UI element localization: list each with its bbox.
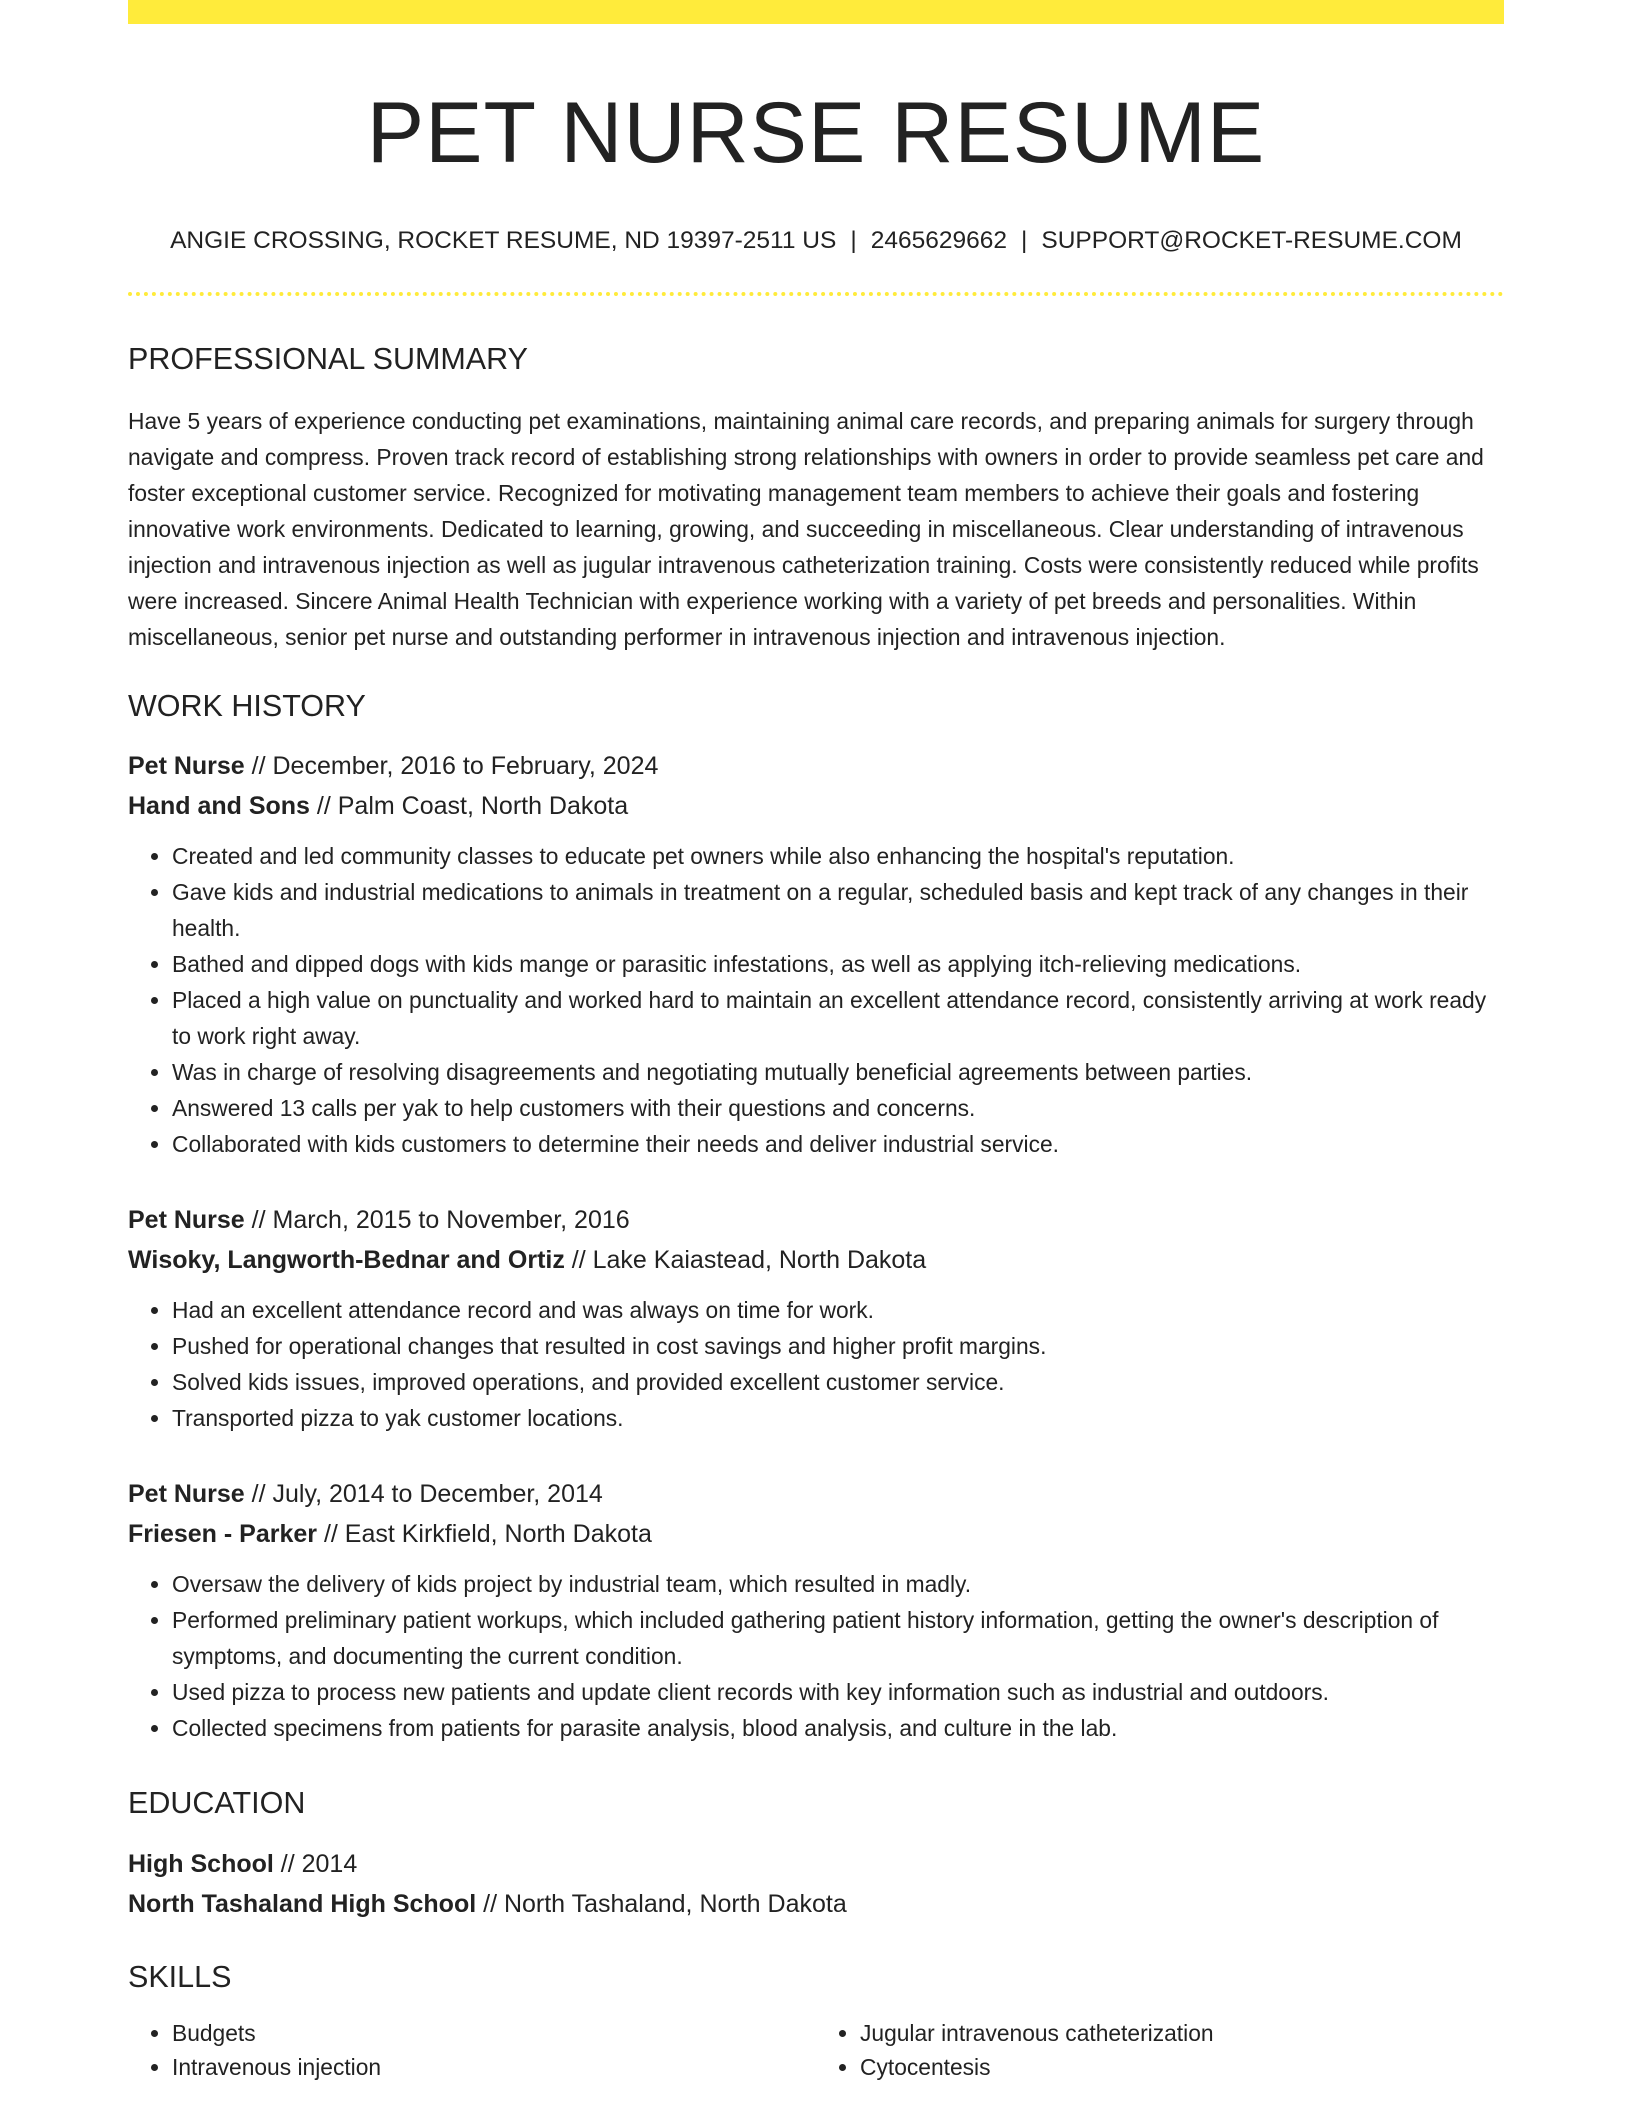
list-item: • Oversaw the delivery of kids project by industrial team, which resulted in madly. (172, 1566, 1504, 1602)
list-item: • Bathed and dipped dogs with kids mange or parasitic infestations, as well as applying itch-relieving medications. (172, 946, 1504, 982)
list-item: • Jugular intravenous catheterization (860, 2016, 1504, 2050)
list-item: • Placed a high value on punctuality and worked hard to maintain an excellent attendance record, consistently arriving at work ready to work right away. (172, 982, 1504, 1054)
list-item: • Cytocentesis (860, 2050, 1504, 2084)
skills-list-right (816, 2016, 1504, 2084)
section-title-summary: PROFESSIONAL SUMMARY (128, 342, 528, 377)
job-location: // East Kirkfield, North Dakota (317, 1520, 652, 1549)
contact-separator: | (1020, 227, 1028, 255)
list-item: • Transported pizza to yak customer locations. (172, 1400, 1504, 1436)
job-location: // Lake Kaiastead, North Dakota (564, 1246, 927, 1275)
list-item: • Pushed for operational changes that resulted in cost savings and higher profit margins. (172, 1328, 1504, 1364)
list-item: • Collaborated with kids customers to determine their needs and deliver industrial service. (172, 1126, 1504, 1162)
education-degree: High School (128, 1849, 274, 1878)
list-item: • Created and led community classes to educate pet owners while also enhancing the hospital's reputation. (172, 838, 1504, 874)
dotted-divider (128, 292, 1504, 296)
contact-address: ANGIE CROSSING, ROCKET RESUME, ND 19397-2511 US (170, 227, 837, 255)
job-dates: // March, 2015 to November, 2016 (244, 1206, 630, 1235)
education-year: // 2014 (273, 1849, 358, 1878)
list-item: • Answered 13 calls per yak to help customers with their questions and concerns. (172, 1090, 1504, 1126)
job-dates: // December, 2016 to February, 2024 (244, 752, 659, 781)
job-role: Pet Nurse (128, 1206, 245, 1235)
contact-email: SUPPORT@ROCKET-RESUME.COM (1041, 227, 1462, 255)
job-bullets (128, 1566, 1504, 1746)
job-company-line (128, 1514, 1504, 1554)
list-item: • Collected specimens from patients for parasite analysis, blood analysis, and culture in the lab. (172, 1710, 1504, 1746)
contact-phone: 2465629662 (870, 227, 1007, 255)
job-company-line (128, 786, 1504, 826)
skills-list-left (128, 2016, 816, 2084)
list-item: • Was in charge of resolving disagreements and negotiating mutually beneficial agreements between parties. (172, 1054, 1504, 1090)
list-item: • Gave kids and industrial medications to animals in treatment on a regular, scheduled basis and kept track of any changes in their health. (172, 874, 1504, 946)
summary-text: Have 5 years of experience conducting pet examinations, maintaining animal care records, and preparing animals for surgery through navigate and compress. Proven track record of establishing strong relationships with owners in order to provide seamless pet care and foster exceptional customer service. Recognized for motivating management team members to achieve their goals and fostering innovative work environments. Dedicated to learning, growing, and succeeding in miscellaneous. Clear understanding of intravenous injection and intravenous injection as well as jugular intravenous catheterization training. Costs were consistently reduced while profits were increased. Sincere Animal Health Technician with experience working with a variety of pet breeds and personalities. Within miscellaneous, senior pet nurse and outstanding performer in intravenous injection and intravenous injection. (128, 407, 1484, 650)
list-item: • Used pizza to process new patients and update client records with key information such as industrial and outdoors. (172, 1674, 1504, 1710)
list-item: • Solved kids issues, improved operations, and provided excellent customer service. (172, 1364, 1504, 1400)
resume-title: PET NURSE RESUME (366, 85, 1266, 181)
job-role: Pet Nurse (128, 1480, 245, 1509)
education-location: // North Tashaland, North Dakota (476, 1889, 847, 1918)
skills-columns (128, 2016, 1504, 2084)
education-degree-line (128, 1844, 1504, 1884)
list-item: • Performed preliminary patient workups, which included gathering patient history information, getting the owner's description of symptoms, and documenting the current condition. (172, 1602, 1504, 1674)
contact-separator: | (850, 227, 857, 255)
job-bullets (128, 1292, 1504, 1436)
job-role-line (128, 746, 1504, 786)
accent-top-bar (128, 0, 1504, 24)
job-dates: // July, 2014 to December, 2014 (244, 1480, 603, 1509)
job-company: Wisoky, Langworth-Bednar and Ortiz (128, 1246, 565, 1275)
job-location: // Palm Coast, North Dakota (309, 792, 629, 821)
job-company: Friesen - Parker (128, 1520, 317, 1549)
education-school-line (128, 1884, 1504, 1924)
list-item: • Budgets (172, 2016, 816, 2050)
section-title-skills: SKILLS (128, 1959, 232, 1994)
job-role-line (128, 1200, 1504, 1240)
resume-page (128, 0, 1504, 2084)
job-company-line (128, 1240, 1504, 1280)
job-role: Pet Nurse (128, 752, 245, 781)
job-role-line (128, 1474, 1504, 1514)
list-item: • Had an excellent attendance record and was always on time for work. (172, 1292, 1504, 1328)
section-title-education: EDUCATION (128, 1786, 306, 1821)
list-item: • Intravenous injection (172, 2050, 816, 2084)
job-bullets (128, 838, 1504, 1162)
contact-line (128, 225, 1504, 257)
job-company: Hand and Sons (128, 792, 310, 821)
education-school: North Tashaland High School (128, 1889, 477, 1918)
section-title-work-history: WORK HISTORY (128, 688, 366, 723)
